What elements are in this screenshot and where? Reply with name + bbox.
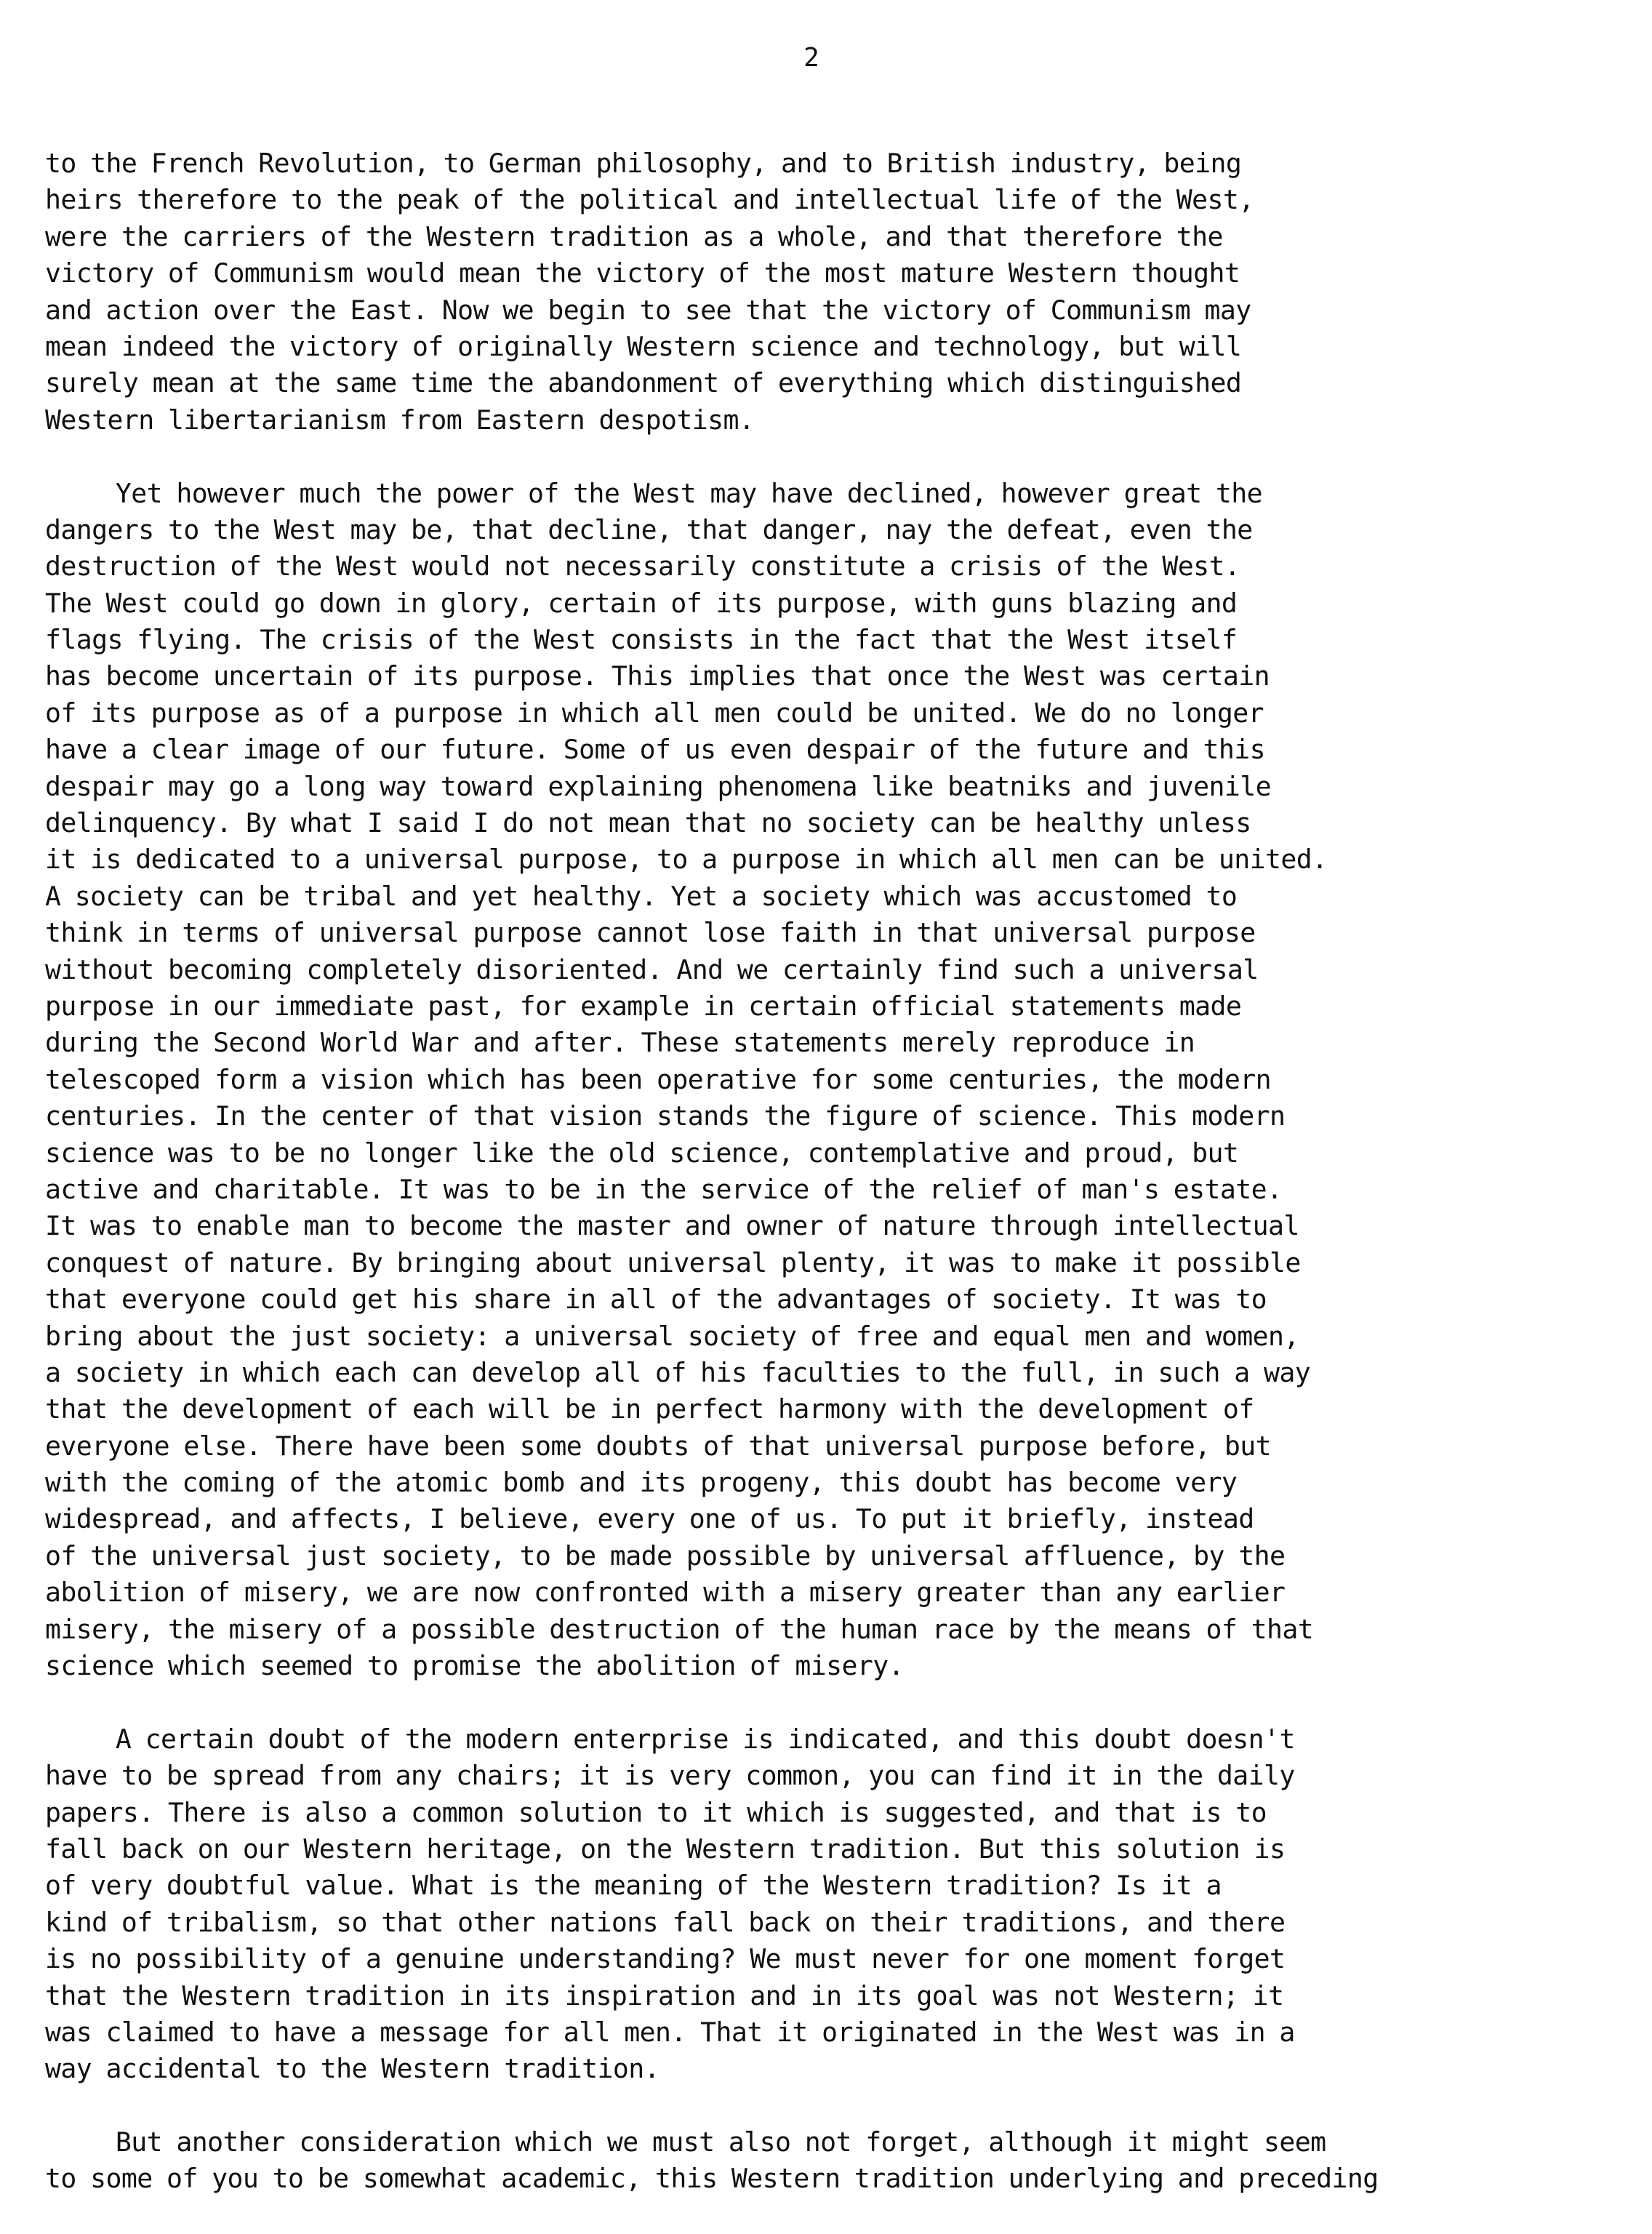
text-line: of the universal just society, to be made possible by universal affluence, by the <box>45 1540 1286 1572</box>
text-line: surely mean at the same time the abandonment of everything which distinguished <box>45 367 1242 399</box>
text-line: were the carriers of the Western tradition as a whole, and that therefore the <box>45 220 1223 252</box>
text-line: delinquency. By what I said I do not mean that no society can be healthy unless <box>45 807 1251 839</box>
text-line: a society in which each can develop all of his faculties to the full, in such a way <box>45 1356 1311 1388</box>
text-line: kind of tribalism, so that other nations fall back on their traditions, and there <box>45 1906 1286 1938</box>
text-line: bring about the just society: a universal society of free and equal men and women, <box>45 1320 1299 1352</box>
text-line: A society can be tribal and yet healthy. Yet a society which was accustomed to <box>45 880 1238 912</box>
text-line: purpose in our immediate past, for example in certain official statements made <box>45 990 1242 1022</box>
text-line: everyone else. There have been some doubts of that universal purpose before, but <box>45 1430 1271 1462</box>
text-line: it is dedicated to a universal purpose, to a purpose in which all men can be united. <box>45 844 1328 876</box>
text-line: destruction of the West would not necessarily constitute a crisis of the West. <box>45 551 1240 582</box>
text-line: to the French Revolution, to German philosophy, and to British industry, being <box>45 148 1242 179</box>
text-line: way accidental to the Western tradition. <box>45 2053 659 2085</box>
text-line: centuries. In the center of that vision stands the figure of science. This modern <box>45 1100 1286 1132</box>
page-number: 2 <box>803 43 819 73</box>
text-line: of very doubtful value. What is the meaning of the Western tradition? Is it a <box>45 1870 1222 1902</box>
text-line: Yet however much the power of the West may have declined, however great the <box>45 477 1262 509</box>
text-line: was claimed to have a message for all men. That it originated in the West was in a <box>45 2016 1295 2048</box>
text-line: conquest of nature. By bringing about universal plenty, it was to make it possible <box>45 1246 1301 1278</box>
text-line: abolition of misery, we are now confronted with a misery greater than any earlier <box>45 1577 1286 1609</box>
paragraph <box>45 145 1616 439</box>
text-line: fall back on our Western heritage, on the Western tradition. But this solution is <box>45 1833 1286 1865</box>
text-line: Western libertarianism from Eastern despotism. <box>45 404 755 436</box>
text-line: dangers to the West may be, that decline, that danger, nay the defeat, even the <box>45 513 1253 545</box>
text-line: victory of Communism would mean the victory of the most mature Western thought <box>45 257 1240 289</box>
text-line: heirs therefore to the peak of the political and intellectual life of the West, <box>45 184 1254 216</box>
text-line: The West could go down in glory, certain of its purpose, with guns blazing and <box>45 587 1238 619</box>
text-line: of its purpose as of a purpose in which all men could be united. We do no longer <box>45 697 1264 729</box>
text-line: and action over the East. Now we begin to see that the victory of Communism may <box>45 294 1251 326</box>
text-line: is no possibility of a genuine understanding? We must never for one moment forget <box>45 1943 1286 1975</box>
text-line: mean indeed the victory of originally Western science and technology, but will <box>45 330 1242 362</box>
text-line: without becoming completely disoriented. And we certainly find such a universal <box>45 953 1259 985</box>
text-line: It was to enable man to become the master and owner of nature through intellectual <box>45 1210 1299 1242</box>
text-line: But another consideration which we must also not forget, although it might seem <box>45 2126 1326 2158</box>
paragraph <box>45 476 1616 1685</box>
text-line: widespread, and affects, I believe, every one of us. To put it briefly, instead <box>45 1503 1254 1535</box>
text-line: A certain doubt of the modern enterprise is indicated, and this doubt doesn't <box>45 1723 1295 1755</box>
text-line: that everyone could get his share in all of the advantages of society. It was to <box>45 1284 1267 1316</box>
text-line: have a clear image of our future. Some of us even despair of the future and this <box>45 734 1265 766</box>
text-line: with the coming of the atomic bomb and its progeny, this doubt has become very <box>45 1467 1238 1499</box>
text-line: that the development of each will be in perfect harmony with the development of <box>45 1393 1254 1425</box>
text-line: to some of you to be somewhat academic, this Western tradition underlying and preceding <box>45 2163 1379 2195</box>
text-line: flags flying. The crisis of the West consists in the fact that the West itself <box>45 624 1238 656</box>
text-line: during the Second World War and after. These statements merely reproduce in <box>45 1027 1195 1059</box>
text-line: think in terms of universal purpose cannot lose faith in that universal purpose <box>45 917 1256 949</box>
text-line: despair may go a long way toward explaining phenomena like beatniks and juvenile <box>45 770 1271 802</box>
text-line: science was to be no longer like the old science, contemplative and proud, but <box>45 1137 1239 1169</box>
text-line: that the Western tradition in its inspiration and in its goal was not Western; it <box>45 1979 1284 2011</box>
paragraph <box>45 2124 1616 2198</box>
text-line: papers. There is also a common solution to it which is suggested, and that is to <box>45 1796 1267 1828</box>
paragraph <box>45 1721 1616 2088</box>
text-line: has become uncertain of its purpose. This implies that once the West was certain <box>45 660 1270 692</box>
text-line: science which seemed to promise the abolition of misery. <box>45 1650 904 1682</box>
text-line: telescoped form a vision which has been operative for some centuries, the modern <box>45 1063 1271 1095</box>
document-body <box>45 145 1616 2234</box>
text-line: misery, the misery of a possible destruction of the human race by the means of that <box>45 1613 1314 1645</box>
text-line: active and charitable. It was to be in the service of the relief of man's estate. <box>45 1173 1283 1205</box>
text-line: have to be spread from any chairs; it is very common, you can find it in the daily <box>45 1760 1295 1792</box>
